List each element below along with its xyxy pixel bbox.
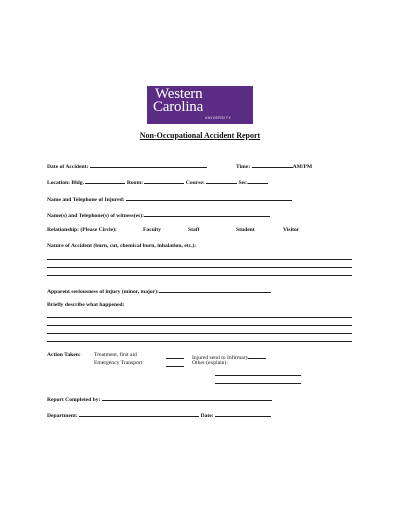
course-blank[interactable]	[206, 177, 237, 184]
action-emergency-blank[interactable]	[166, 366, 184, 367]
university-logo	[147, 86, 253, 124]
date-of-accident-field[interactable]	[47, 161, 207, 171]
relationship-option-visitor[interactable]: Visitor	[283, 227, 300, 233]
action-infirmary-blank[interactable]	[248, 352, 266, 359]
describe-line-4[interactable]	[47, 341, 352, 342]
location-label: Location: Bldg.	[47, 180, 84, 186]
ampm-label: AM/PM	[292, 164, 313, 170]
sec-blank[interactable]	[248, 177, 268, 184]
completed-by-field[interactable]	[47, 394, 272, 404]
injured-name-field[interactable]	[47, 194, 292, 204]
bldg-blank[interactable]	[85, 177, 125, 184]
nature-line-3[interactable]	[47, 275, 352, 276]
sec-label: Sec.	[238, 180, 249, 186]
action-infirmary-label: Injured send to Infirmary	[192, 355, 249, 361]
seriousness-label: Apparent seriousness of injury (minor, major):	[47, 289, 159, 295]
action-emergency-label: Emergency Transport	[94, 360, 143, 366]
relationship-option-staff[interactable]: Staff	[188, 227, 200, 233]
witness-blank[interactable]	[144, 210, 270, 217]
time-label: Time:	[236, 164, 251, 170]
date-label: Date of Accident:	[47, 164, 89, 170]
location-field[interactable]	[47, 177, 268, 187]
action-taken-label: Action Taken:	[47, 352, 81, 358]
date2-blank[interactable]	[215, 410, 271, 417]
nature-line-1[interactable]	[47, 259, 352, 260]
date-blank[interactable]	[90, 161, 207, 168]
room-blank[interactable]	[144, 177, 184, 184]
describe-line-2[interactable]	[47, 325, 352, 326]
completed-by-label: Report Completed by:	[47, 397, 101, 403]
witness-label: Name(s) and Telephone(s) of witness(es):	[47, 213, 144, 219]
seriousness-field[interactable]	[47, 286, 271, 296]
injured-name-blank[interactable]	[126, 194, 292, 201]
nature-label: Nature of Accident (burn, cut, chemical burn, inhalation, etc.):	[47, 243, 197, 249]
witness-field[interactable]	[47, 210, 270, 220]
date2-label: Date:	[200, 413, 214, 419]
describe-line-1[interactable]	[47, 317, 352, 318]
action-first-aid-blank[interactable]	[166, 358, 184, 359]
completed-by-blank[interactable]	[102, 394, 272, 401]
logo-text-carolina: Carolina	[153, 99, 204, 115]
room-label: Room:	[126, 180, 143, 186]
time-field[interactable]	[236, 161, 312, 171]
seriousness-blank[interactable]	[159, 286, 271, 293]
action-other-label: Other (explain):	[192, 360, 228, 366]
page-title: Non-Occupational Accident Report	[139, 131, 261, 140]
department-field[interactable]	[47, 410, 271, 420]
nature-line-2[interactable]	[47, 267, 352, 268]
logo-text-western: Western	[155, 86, 203, 102]
describe-line-3[interactable]	[47, 333, 352, 334]
department-label: Department:	[47, 413, 78, 419]
time-blank[interactable]	[252, 161, 293, 168]
relationship-option-student[interactable]: Student	[236, 227, 255, 233]
other-explain-line-1[interactable]	[215, 375, 301, 376]
injured-name-label: Name and Telephone of Injured:	[47, 197, 125, 203]
course-label: Course:	[185, 180, 205, 186]
department-blank[interactable]	[79, 410, 199, 417]
other-explain-line-2[interactable]	[215, 383, 301, 384]
action-first-aid-label: Treatment, first aid	[94, 352, 137, 358]
relationship-option-faculty[interactable]: Faculty	[143, 227, 162, 233]
relationship-label: Relationship: (Please Circle):	[47, 227, 117, 233]
describe-label: Briefly describe what happened:	[47, 302, 125, 308]
logo-text-university: UNIVERSITY	[205, 116, 232, 120]
